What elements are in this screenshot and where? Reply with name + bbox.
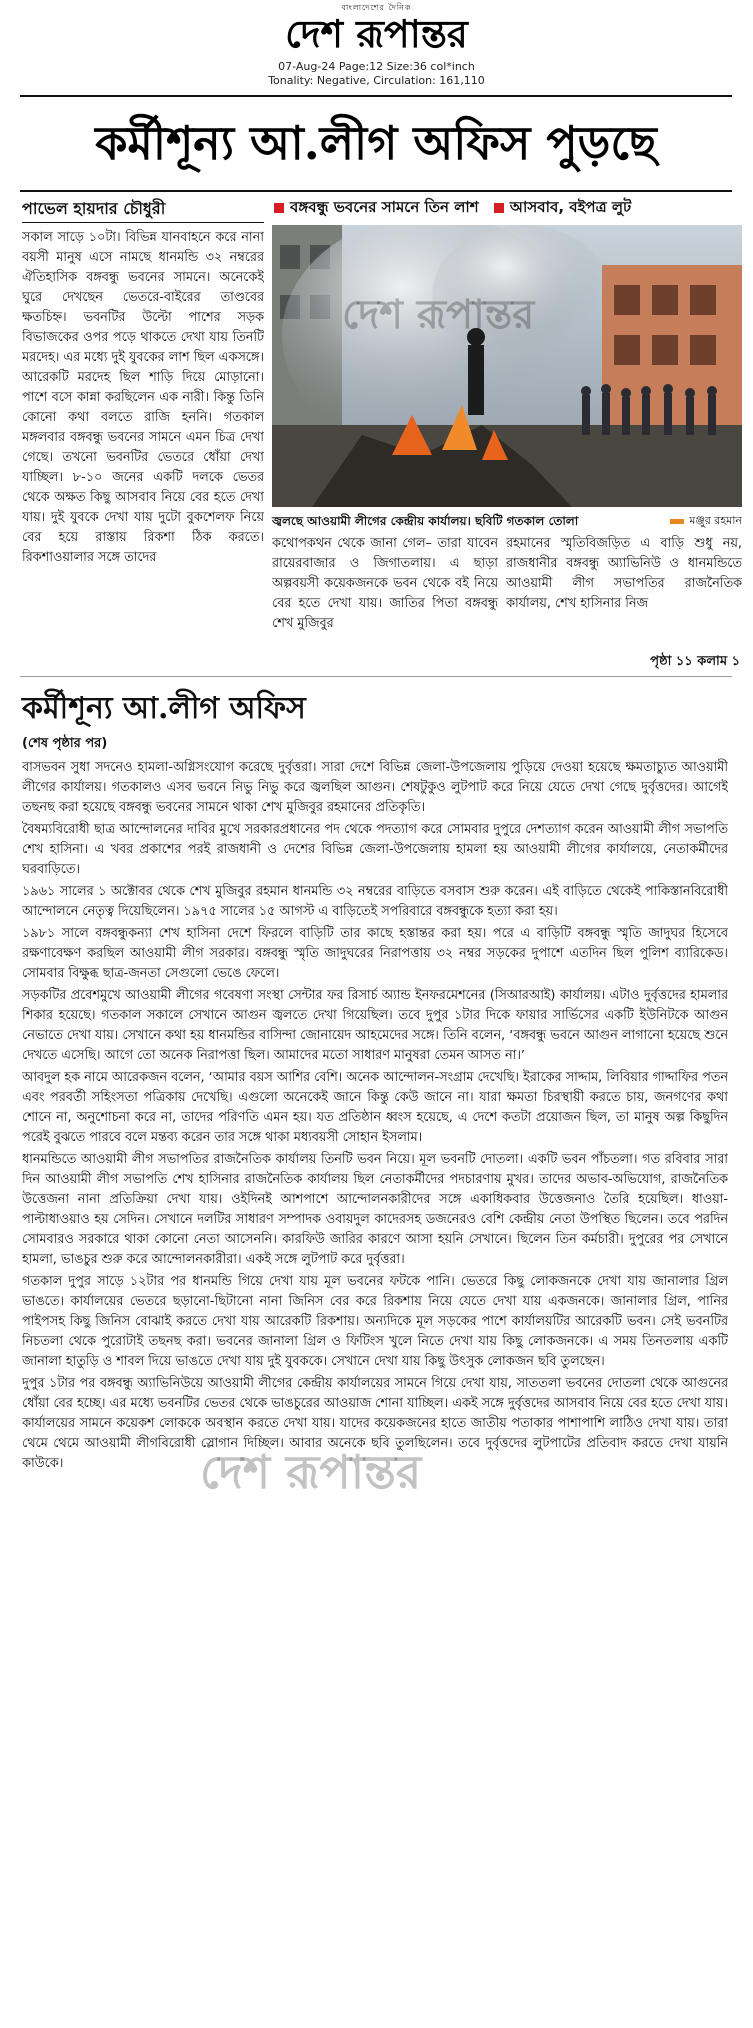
masthead-tagline: বাংলাদেশের দৈনিক bbox=[341, 3, 412, 12]
clipping-tonality: Tonality: Negative, Circulation: 161,110 bbox=[268, 74, 485, 87]
body-paragraph: বৈষম্যবিরোধী ছাত্র আন্দোলনের দাবির মুখে সরকারপ্রধানের পদ থেকে পদত্যাগ করে সোমবার দুপুরে দেশত্যাগ করেন আওয়ামী লীগ সভাপতি শেখ হাসিনা। এ খবর প্রকাশের পরই রাজধানী ও দেশের বিভিন্ন জেলা-উপজেলায় হামলা হয় আওয়ামী লীগের কার্যালয়ে, নেতাকর্মীদের ঘরবাড়িতে। bbox=[22, 822, 728, 877]
body-paragraph: দুপুর ১টার পর বঙ্গবন্ধু অ্যাভিনিউয়ে আওয়ামী লীগের কেন্দ্রীয় কার্যালয়ের সামনে গিয়ে দেখা যায়, সাততলা ভবনের দোতলা থেকে আগুনের ধোঁয়া বের হচ্ছে। এর মধ্যে ভবনটির ভেতর থেকে ভাঙচুরের আওয়াজ শোনা যাচ্ছিল। একই সঙ্গে দুর্বৃত্তদের আসবাব নিয়ে বের হতে দেখা যায়। কার্যালয়ের সামনে কয়েকশ লোককে অবস্থান করতে দেখা যায়। যাদের কয়েকজনের হাতে জাতীয় পতাকার পাশাপাশি লাঠিও দেখা যায়। তারা থেমে থেমে আওয়ামী লীগবিরোধী স্লোগান দিচ্ছিল। আবার অনেকে ছবি তুলছিলেন। তবে দুর্বৃত্তদের লুটপাটের প্রতিবাদ করতে দেখা যায়নি কাউকে। bbox=[22, 1376, 728, 1471]
subhead-item-1: বঙ্গবন্ধু ভবনের সামনে তিন লাশ bbox=[290, 198, 479, 216]
photo-credit-name: মঞ্জুর রহমান bbox=[689, 514, 742, 527]
caption-text: জ্বলছে আওয়ামী লীগের কেন্দ্রীয় কার্যালয়। ছবিটি গতকাল তোলা bbox=[272, 514, 579, 528]
masthead bbox=[0, 0, 753, 92]
headline-top-rule bbox=[20, 95, 732, 97]
red-square-bullet-icon bbox=[494, 203, 504, 213]
page-watermark: দেশ রূপান্তর bbox=[200, 1445, 422, 1499]
jump-line: পৃষ্ঠা ১১ কলাম ১ bbox=[650, 654, 740, 669]
red-square-bullet-icon bbox=[274, 203, 284, 213]
body-paragraph: ধানমন্ডিতে আওয়ামী লীগ সভাপতির রাজনৈতিক কার্যালয় তিনটি ভবন নিয়ে। মূল ভবনটি দোতলা। একটি ভবন পাঁচতলা। গত রবিবার সারা দিন আওয়ামী লীগ সভাপতি শেখ হাসিনার রাজনৈতিক কার্যালয় ছিল নেতাকর্মীদের পদচারণায় মুখর। তাদের অভাব-অভিযোগ, রাজনৈতিক উত্তেজনা নানা প্রতিক্রিয়া দেখা যায়। ওইদিনই আশপাশে আন্দোলনকারীদের সঙ্গে একাধিকবার উত্তেজনাও তৈরি হয়েছিল। ধাওয়া-পাল্টাধাওয়াও হয় সেদিন। সেখানে দলটির সাধারণ সম্পাদক ওবায়দুল কাদেরসহ ডজনেরও বেশি কেন্দ্রীয় নেতা উপস্থিত ছিলেন। তবে পরদিন সোমবারও সরকারে থাকা কোনো নেতা আসেননি। কারফিউ জারির কারণে আসা হয়নি সেখানে। ছিলেন তিন কর্মচারী। দুপুরের পর সেখানে হামলা, ভাঙচুর শুরু করে আন্দোলনকারীরা। একই সঙ্গে লুটপাট করে দুর্বৃত্তরা। bbox=[22, 1152, 728, 1267]
news-photo bbox=[272, 225, 742, 507]
newspaper-logo: দেশ রূপান্তর bbox=[285, 11, 468, 56]
subheadline bbox=[272, 195, 742, 219]
photo-watermark: দেশ রূপান্তর bbox=[342, 291, 535, 338]
article-headline: কর্মীশূন্য আ.লীগ অফিস পুড়ছে bbox=[95, 116, 657, 170]
lead-column-1: সকাল সাড়ে ১০টা। বিভিন্ন যানবাহনে করে নানা বয়সী মানুষ এসে নামছে ধানমন্ডি ৩২ নম্বরের ঐতিহাসিক বঙ্গবন্ধু ভবনের সামনে। অনেকেই ঘুরে দেখছেন ভেতরে-বাইরের তাণ্ডবের ক্ষতচিহ্ন। ভবনটির উল্টো পাশের সড়ক বিভাজকের ওপর পড়ে থাকতে দেখা যায় তিনটি মরদেহ। এর মধ্যে দুই যুবকের লাশ ছিল একসঙ্গে। আরেকটি মরদেহ ছিল শাড়ি দিয়ে মোড়ানো। পাশে বসে কান্না করছিলেন এক নারী। কিন্তু তিনি কোনো কথা বলতে রাজি হননি। গতকাল মঙ্গলবার বঙ্গবন্ধু ভবনের সামনে এমন চিত্র দেখা গেছে। তখনো ভবনটির ভেতরে ধোঁয়া দেখা যাচ্ছিল। ৮-১০ জনের একটি দলকে ভেতর থেকে অক্ষত কিছু আসবাব নিয়ে বের হতে দেখা যায়। দুই যুবকে দেখা যায় দুটো বুকশেলফ নিয়ে বের হয়ে রাস্তায় রিকশা ঠিক করতে। রিকশাওয়ালার সঙ্গে তাদের bbox=[22, 230, 264, 565]
photo-caption bbox=[272, 511, 742, 531]
byline-rule bbox=[22, 222, 264, 223]
clipping-meta bbox=[0, 60, 753, 88]
body-paragraph: গতকাল দুপুর সাড়ে ১২টার পর ধানমন্ডি গিয়ে দেখা যায় মূল ভবনের ফটকে পানি। ভেতরে কিছু লোকজনকে দেখা যায় জানালার গ্রিল ভাঙতে। কার্যালয়ের ভেতরে ছড়ানো-ছিটানো নানা জিনিস বের করে রিকশায় নিয়ে যেতে দেখা যায় একজনকে। জানালার গ্রিল, পানির পাইপসহ কিছু জিনিস বোঝাই করতে দেখা যায় আরেকটি রিকশায়। অন্যদিকে মূল সড়কের পাশে কার্যালয়টির আরেকটি ভবন। সেই ভবনটির নিচতলা থেকে পুরোটাই তছনছ করা। ভবনের জানালা গ্রিল ও ফিটিংস খুলে নিতে দেখা যায় কিছু লোকজনকে। এ সময় তিনতলায় একটি জানালা হাতুড়ি ও শাবল দিয়ে ভাঙতে দেখা যায় দুই যুবককে। সেখানে দেখা যায় কিছু উৎসুক লোকজন ছবি তুলছেন। bbox=[22, 1274, 728, 1369]
body-paragraph: আবদুল হক নামে আরেকজন বলেন, ‘আমার বয়স আশির বেশি। অনেক আন্দোলন-সংগ্রাম দেখেছি। ইরাকের সাদ্দাম, লিবিয়ার গাদ্দাফির পতন এবং পরবর্তী সহিংসতা পত্রিকায় দেখেছি। এগুলো অনেকেই জানে কিন্তু কেউ জানে না। যারা ক্ষমতা চিরস্থায়ী করতে চায়, জনগণের কথা শোনে না, অনুশোচনা করে না, তাদের পরিণতি এমন হয়। যত প্রতিষ্ঠান ধ্বংস হয়েছে, এ দেশে কতটা প্রয়োজন ছিল, তা মানুষ অল্প কিছুদিন পরেই বুঝতে পারবে বলে মন্তব্য করেন তার সঙ্গে থাকা মধ্যবয়সী সোহান ইসলাম। bbox=[22, 1070, 728, 1145]
headline-bottom-rule bbox=[20, 190, 732, 192]
continuation-headline: কর্মীশূন্য আ.লীগ অফিস bbox=[22, 691, 306, 726]
burning-office-photo bbox=[272, 225, 742, 507]
body-paragraph: সড়কটির প্রবেশমুখে আওয়ামী লীগের গবেষণা সংস্থা সেন্টার ফর রিসার্চ অ্যান্ড ইনফরমেশনের (সিআরআই) কার্যালয়। এটাও দুর্বৃত্তদের হামলার শিকার হয়েছে। গতকাল সকালে সেখানে আগুন জ্বলতে দেখা গিয়েছিল। তবে দুপুর ১টার দিকে ফায়ার সার্ভিসের একটি ইউনিটকে আগুন নেভাতে দেখা যায়। সেখানে কথা হয় ধানমন্ডির বাসিন্দা জোনায়েদ আহমেদের সঙ্গে। তিনি বলেন, ‘বঙ্গবন্ধু ভবনে আগুন লাগানো হয়েছে শুনে দেখতে এসেছি। আগে তো অনেক নিরাপত্তা ছিল। আমাদের মতো সাধারণ মানুষরা তেমন আসত না।’ bbox=[22, 988, 728, 1063]
credit-mark-icon bbox=[670, 519, 684, 524]
lead-column-2: কথোপকথন থেকে জানা গেল– তারা যাবেন রায়েরবাজার ও জিগাতলায়। এ ছাড়া অল্পবয়সী কয়েকজনকে ভবন থেকে বই নিয়ে বের হতে দেখা যায়। জাতির পিতা বঙ্গবন্ধু শেখ মুজিবুর bbox=[272, 536, 498, 631]
subhead-item-2: আসবাব, বইপত্র লুট bbox=[509, 198, 632, 216]
lead-column-3: রহমানের স্মৃতিবিজড়িত এ বাড়ি শুধু নয়, রাজধানীর বঙ্গবন্ধু অ্যাভিনিউ ও ধানমন্ডিতে আওয়ামী লীগ সভাপতির রাজনৈতিক কার্যালয়, শেখ হাসিনার নিজ bbox=[506, 536, 742, 611]
body-paragraph: বাসভবন সুধা সদনেও হামলা-অগ্নিসংযোগ করেছে দুর্বৃত্তরা। সারা দেশে বিভিন্ন জেলা-উপজেলায় পুড়িয়ে দেওয়া হয়েছে ক্ষমতাচ্যুত আওয়ামী লীগের কার্যালয়। গতকালও এসব ভবনে নিভু নিভু করে জ্বলছিল আগুন। শেষটুকুও লুটপাট করে নিয়ে যেতে দেখা গেছে দুর্বৃত্তদের। আগেই তছনছ করা হয়েছে বঙ্গবন্ধু ভবনের সামনে থাকা শেখ মুজিবুর রহমানের প্রতিকৃতি। bbox=[22, 760, 728, 815]
clipping-page-info: 07-Aug-24 Page:12 Size:36 col*inch bbox=[278, 60, 475, 73]
continuation-body bbox=[22, 758, 728, 2024]
body-paragraph: ১৯৮১ সালে বঙ্গবন্ধুকন্যা শেখ হাসিনা দেশে ফিরলে বাড়িটি তার কাছে হস্তান্তর করা হয়। পরে এ বাড়িটি বঙ্গবন্ধু স্মৃতি জাদুঘর হিসেবে রক্ষণাবেক্ষণ করছিল আওয়ামী লীগ সরকার। বঙ্গবন্ধু স্মৃতি জাদুঘরের নিরাপত্তায় ৩২ নম্বর সড়কের দুপাশে এতদিন ছিল পুলিশ ব্যারিকেড। সোমবার বিক্ষুব্ধ ছাত্র-জনতা সেগুলো ভেঙে ফেলে। bbox=[22, 926, 728, 981]
byline: পাভেল হায়দার চৌধুরী bbox=[22, 199, 166, 218]
body-paragraph: ১৯৬১ সালের ১ অক্টোবর থেকে শেখ মুজিবুর রহমান ধানমন্ডি ৩২ নম্বরের বাড়িতে বসবাস শুরু করেন। এই বাড়িতে থেকেই পাকিস্তানবিরোধী আন্দোলনে নেতৃত্ব দিয়েছিলেন। ১৯৭৫ সালের ১৫ আগস্ট এ বাড়িতেই সপরিবারে বঙ্গবন্ধুকে হত্যা করা হয়। bbox=[22, 884, 728, 919]
section-divider bbox=[20, 676, 732, 677]
photo-credit bbox=[670, 511, 742, 531]
continuation-subhead: (শেষ পৃষ্ঠার পর) bbox=[22, 736, 108, 751]
